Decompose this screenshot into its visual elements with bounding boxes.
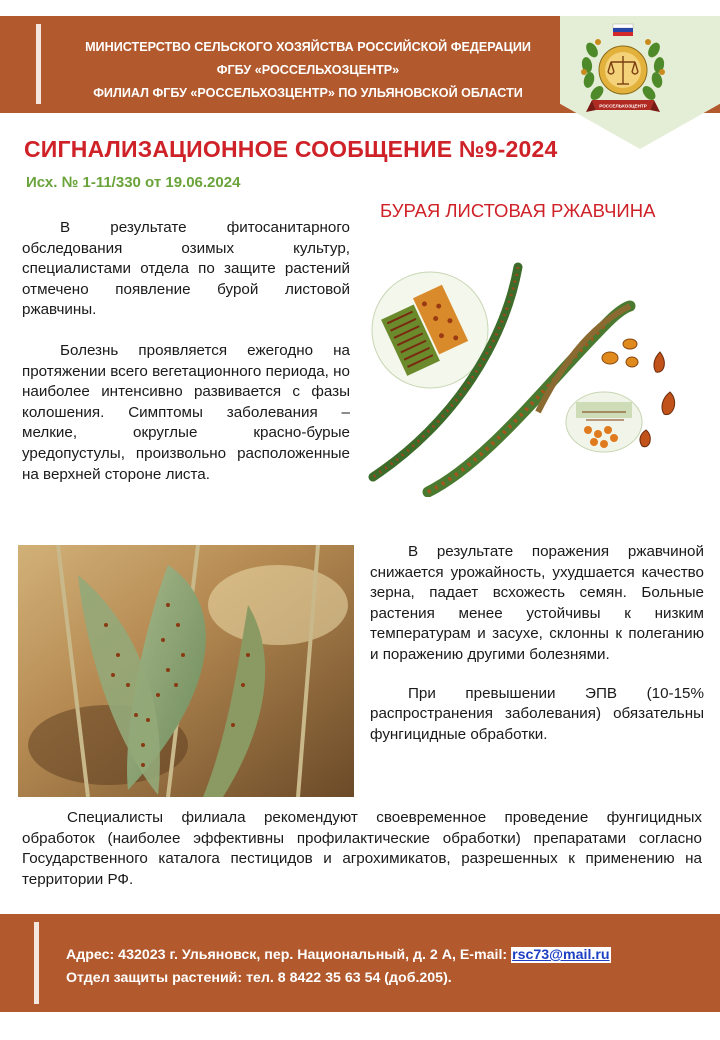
- emblem-ribbon-text: РОССЕЛЬХОЗЦЕНТР: [599, 103, 647, 109]
- rosselhozcenter-emblem-logo: [578, 20, 668, 120]
- address-line: [66, 944, 611, 967]
- footer-banner: [0, 914, 720, 1012]
- contact-info: [66, 944, 611, 990]
- header-text: [48, 36, 568, 105]
- footer-accent-bar: [34, 922, 39, 1004]
- page-title: СИГНАЛИЗАЦИОННОЕ СООБЩЕНИЕ №9-2024: [24, 136, 558, 162]
- organization-name: ФГБУ «РОССЕЛЬХОЗЦЕНТР»: [216, 63, 400, 77]
- paragraph-impact: В результате поражения ржавчиной снижается урожайность, ухудшается качество зерна, падает всхожесть семян. Больные растения менее устойчивы к низким температурам и засухе, склонны к полеганию и поражению другими болезнями.: [370, 543, 704, 663]
- phone-line: Отдел защиты растений: тел. 8 8422 35 63 54 (доб.205).: [66, 970, 452, 986]
- intro-text-column: [22, 218, 350, 485]
- infected-wheat-photo: [18, 545, 354, 797]
- address-text: Адрес: 432023 г. Ульяновск, пер. Национальный, д. 2 А, E-mail:: [66, 947, 512, 963]
- leaf-rust-illustration: [368, 262, 708, 497]
- paragraph-recommendation: Специалисты филиала рекомендуют своевременное проведение фунгицидных обработок (наиболее эффективны профилактические обработки) препаратами согласно Государственного каталога пестицидов и агрохимикатов, разрешенных к применению на территории РФ.: [22, 809, 702, 888]
- paragraph-detection: В результате фитосанитарного обследования озимых культур, специалистами отдела по защите растений отмечено появление бурой листовой ржавчины.: [22, 219, 350, 319]
- email-link[interactable]: rsc73@mail.ru: [512, 947, 610, 963]
- disease-title: БУРАЯ ЛИСТОВАЯ РЖАВЧИНА: [380, 200, 656, 221]
- paragraph-threshold: При превышении ЭПВ (10-15% распространения заболевания) обязательны фунгицидные обработки.: [370, 684, 704, 743]
- header-accent-bar: [36, 24, 41, 104]
- ministry-name: МИНИСТЕРСТВО СЕЛЬСКОГО ХОЗЯЙСТВА РОССИЙСКОЙ ФЕДЕРАЦИИ: [85, 40, 531, 54]
- paragraph-symptoms: Болезнь проявляется ежегодно на протяжении всего вегетационного периода, но наиболее интенсивно развивается с фазы колошения. Симптомы заболевания – мелкие, округлые красно-бурые уредопустулы, произвольно расположенные на верхней стороне листа.: [22, 341, 350, 483]
- reference-number: Исх. № 1-11/330 от 19.06.2024: [26, 174, 241, 191]
- branch-name: ФИЛИАЛ ФГБУ «РОССЕЛЬХОЗЦЕНТР» ПО УЛЬЯНОВСКОЙ ОБЛАСТИ: [93, 86, 523, 100]
- impact-text-column: [370, 542, 704, 745]
